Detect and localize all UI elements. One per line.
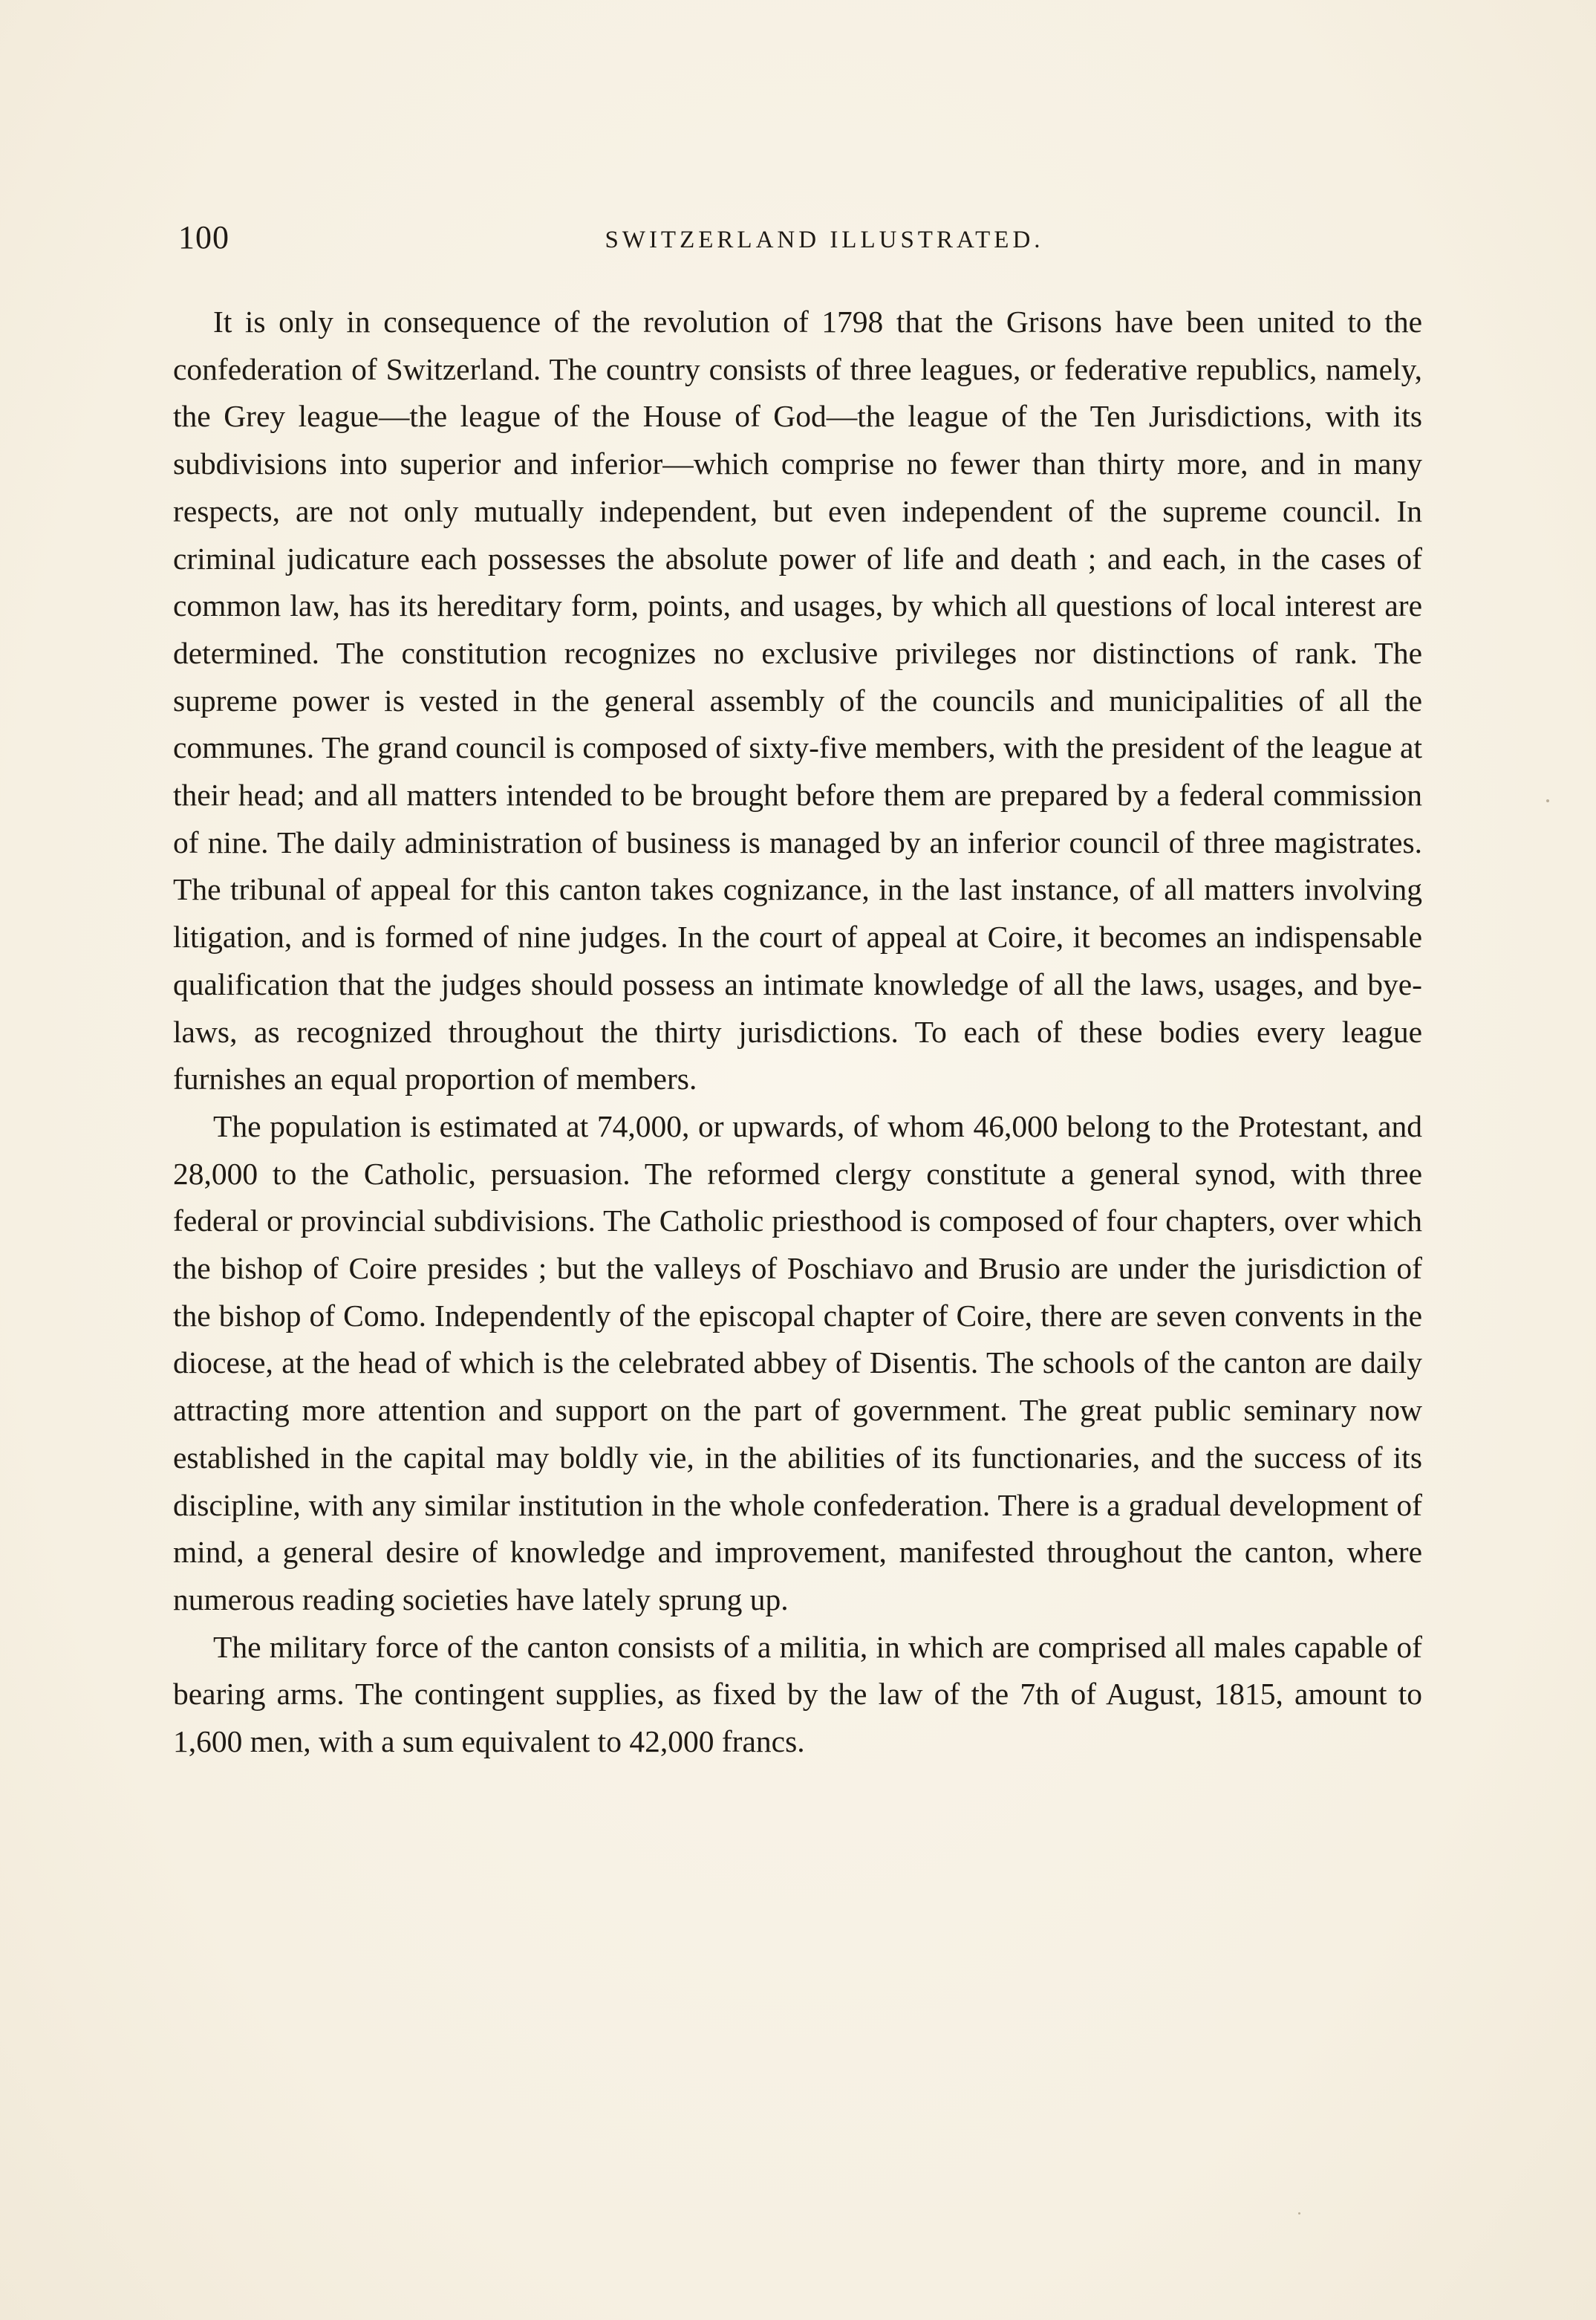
running-head [178, 215, 1426, 260]
page-number: 100 [178, 219, 229, 256]
body-text [173, 299, 1422, 1766]
paragraph-grisons-constitution: It is only in consequence of the revolution of 1798 that the Grisons have been united to the confederation of Switzerland. The country consists of three leagues, or federative republics, namely, the Grey league—the league of the House of God—the league of the Ten Jurisdictions, with its subdivisions into superior and inferior—which comprise no fewer than thirty more, and in many respects, are not only mutually independent, but even independent of the supreme council. In criminal judicature each possesses the absolute power of life and death ; and each, in the cases of common law, has its hereditary form, points, and usages, by which all questions of local interest are determined. The constitution recognizes no exclusive privileges nor distinctions of rank. The supreme power is vested in the general assembly of the councils and municipalities of all the communes. The grand council is composed of sixty-five members, with the president of the league at their head; and all matters intended to be brought before them are prepared by a federal commission of nine. The daily administration of business is managed by an inferior council of three magistrates. The tribunal of appeal for this canton takes cognizance, in the last instance, of all matters involving litigation, and is formed of nine judges. In the court of appeal at Coire, it becomes an indispensable qualification that the judges should possess an intimate knowledge of all the laws, usages, and bye-laws, as recognized throughout the thirty jurisdictions. To each of these bodies every league furnishes an equal proportion of members. [173, 305, 1422, 1096]
running-title: SWITZERLAND ILLUSTRATED. [605, 227, 1044, 253]
paper-speck [1298, 2212, 1300, 2215]
paragraph-population-religion: The population is estimated at 74,000, or upwards, of whom 46,000 belong to the Protestant, and 28,000 to the Catholic, persuasion. The reformed clergy constitute a general synod, with three federal or provincial subdivisions. The Catholic priesthood is composed of four chapters, over which the bishop of Coire presides ; but the valleys of Poschiavo and Brusio are under the jurisdiction of the bishop of Como. Independently of the episcopal chapter of Coire, there are seven convents in the diocese, at the head of which is the celebrated abbey of Disentis. The schools of the canton are daily attracting more attention and support on the part of government. The great public seminary now established in the capital may boldly vie, in the abilities of its functionaries, and the success of its discipline, with any similar institution in the whole confederation. There is a gradual development of mind, a general desire of knowledge and improvement, manifested throughout the canton, where numerous reading societies have lately sprung up. [173, 1108, 1422, 1616]
paragraph-military-force: The military force of the canton consists of a militia, in which are comprised all males capable of bearing arms. The contingent supplies, as fixed by the law of the 7th of August, 1815, amount to 1,600 men, with a sum equivalent to 42,000 francs. [173, 1629, 1422, 1759]
paper-speck [1546, 799, 1549, 802]
